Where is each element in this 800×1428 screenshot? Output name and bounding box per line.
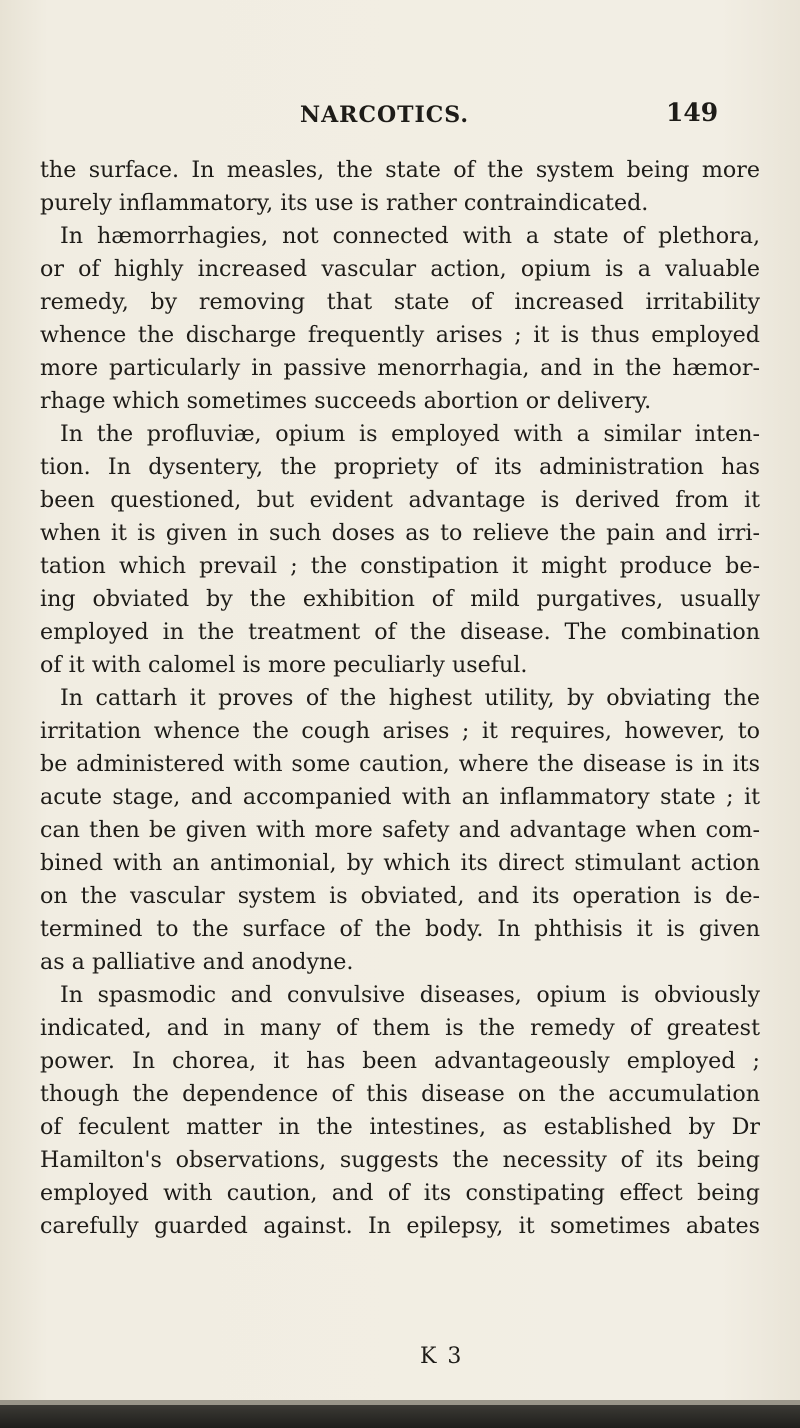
text-line: tion. In dysentery, the propriety of its administration has xyxy=(40,454,760,480)
text-line: indicated, and in many of them is the remedy of greatest xyxy=(40,1015,760,1041)
text-line: Hamilton's observations, suggests the necessity of its being xyxy=(40,1147,760,1173)
page-bottom-edge xyxy=(0,1405,800,1428)
text-line: be administered with some caution, where the disease is in its xyxy=(40,751,760,777)
text-line: been questioned, but evident advantage is derived from it xyxy=(40,487,760,513)
page-number: 149 xyxy=(666,98,719,127)
text-line: when it is given in such doses as to relieve the pain and irri- xyxy=(40,520,760,546)
text-line: irritation whence the cough arises ; it requires, however, to xyxy=(40,718,760,744)
text-line: termined to the surface of the body. In phthisis it is given xyxy=(40,916,760,942)
text-line: ing obviated by the exhibition of mild purgatives, usually xyxy=(40,586,760,612)
text-line: of it with calomel is more peculiarly useful. xyxy=(40,652,528,678)
text-line: as a palliative and anodyne. xyxy=(40,949,354,975)
body-text xyxy=(40,154,760,1243)
text-line: employed with caution, and of its constipating effect being xyxy=(40,1180,760,1206)
text-line: can then be given with more safety and advantage when com- xyxy=(40,817,760,843)
text-line: of feculent matter in the intestines, as established by Dr xyxy=(40,1114,760,1140)
text-line: or of highly increased vascular action, opium is a valuable xyxy=(40,256,760,282)
text-line: power. In chorea, it has been advantageously employed ; xyxy=(40,1048,760,1074)
text-line: In spasmodic and convulsive diseases, opium is obviously xyxy=(60,982,760,1008)
text-line: whence the discharge frequently arises ; it is thus employed xyxy=(40,322,760,348)
text-line: bined with an antimonial, by which its direct stimulant action xyxy=(40,850,760,876)
signature-mark: K 3 xyxy=(420,1344,464,1369)
text-line: In the profluviæ, opium is employed with a similar inten- xyxy=(60,421,760,447)
text-line: remedy, by removing that state of increased irritability xyxy=(40,289,760,315)
text-line: rhage which sometimes succeeds abortion or delivery. xyxy=(40,388,652,414)
page-header xyxy=(0,98,800,138)
text-line: In hæmorrhagies, not connected with a state of plethora, xyxy=(60,223,760,249)
text-line: In cattarh it proves of the highest utility, by obviating the xyxy=(60,685,760,711)
text-line: acute stage, and accompanied with an inflammatory state ; it xyxy=(40,784,760,810)
text-line: on the vascular system is obviated, and its operation is de- xyxy=(40,883,760,909)
text-line: more particularly in passive menorrhagia, and in the hæmor- xyxy=(40,355,760,381)
running-head: NARCOTICS. xyxy=(300,102,470,128)
text-line: employed in the treatment of the disease. The combination xyxy=(40,619,760,645)
text-line: purely inflammatory, its use is rather contraindicated. xyxy=(40,190,649,216)
text-line: tation which prevail ; the constipation it might produce be- xyxy=(40,553,760,579)
text-line: though the dependence of this disease on the accumulation xyxy=(40,1081,760,1107)
text-line: carefully guarded against. In epilepsy, it sometimes abates xyxy=(40,1213,760,1239)
text-line: the surface. In measles, the state of the system being more xyxy=(40,157,760,183)
